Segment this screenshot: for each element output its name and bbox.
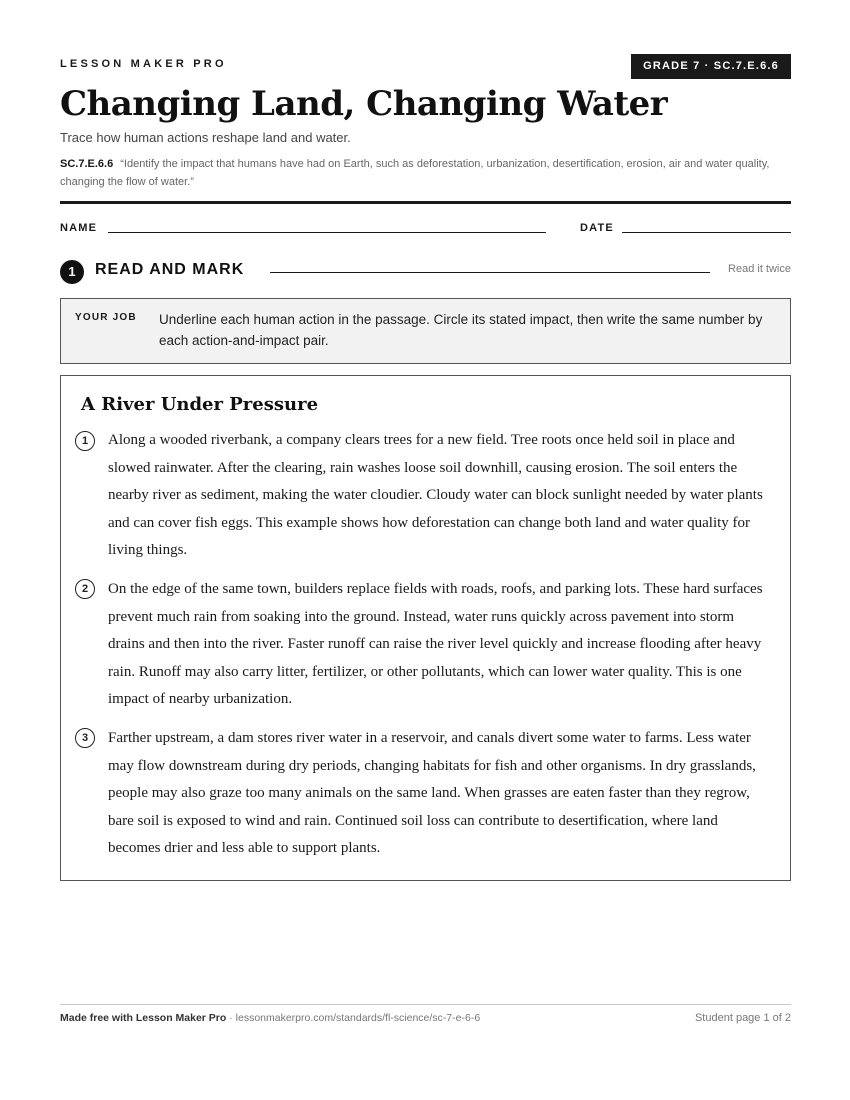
section-note: Read it twice: [728, 263, 791, 275]
name-label: NAME: [60, 222, 98, 234]
brand-name: LESSON MAKER PRO: [60, 58, 227, 70]
date-field[interactable]: [622, 232, 791, 233]
standard-text: “Identify the impact that humans have had on Earth, such as deforestation, urbanization, desertification, erosion, air and water quality, changing the flow of water.”: [60, 158, 770, 188]
paragraph-2: On the edge of the same town, builders replace fields with roads, roofs, and parking lots. These hard surfaces prevent much rain from soaking into the ground. Instead, water runs quickly across pavement into storm drains and then into the river. Faster runoff can raise the river level quickly and increase flooding after heavy rain. Runoff may also carry litter, fertilizer, or other pollutants, which can lower water quality. This is one impact of nearby urbanization.: [108, 581, 763, 708]
header-divider: [60, 201, 791, 204]
paragraph-1: Along a wooded riverbank, a company clears trees for a new field. Tree roots once held soil in place and slowed rainwater. After the clearing, rain washes loose soil downhill, causing erosion. The soil enters the nearby river as sediment, making the water cloudier. Cloudy water can block sunlight needed by water plants and can cover fish eggs. This example shows how deforestation can change both land and water quality for living things.: [108, 432, 763, 559]
paragraph-3: Farther upstream, a dam stores river water in a reservoir, and canals divert some water to farms. Less water may flow downstream during dry periods, changing habitats for fish and other organisms. In dry grasslands, people may also graze too many animals on the same land. When grasses are eaten faster than they regrow, bare soil is exposed to wind and rain. Continued soil loss can contribute to desertification, where land becomes drier and less able to support plants.: [108, 730, 756, 857]
standard-description: [60, 155, 780, 191]
name-field[interactable]: [108, 232, 546, 233]
footer-made-with: Made free with Lesson Maker Pro: [60, 1012, 227, 1024]
section-divider: [270, 272, 710, 273]
page-title: Changing Land, Changing Water: [60, 84, 668, 124]
page-subtitle: Trace how human actions reshape land and water.: [60, 130, 351, 145]
paragraph-number-1: 1: [75, 431, 95, 451]
date-label: DATE: [580, 222, 614, 234]
passage-box: [60, 375, 791, 881]
section-title: READ AND MARK: [95, 261, 245, 278]
footer-url[interactable]: · lessonmakerpro.com/standards/fl-science/sc-7-e-6-6: [226, 1012, 481, 1024]
paragraph-number-3: 3: [75, 728, 95, 748]
passage-title: A River Under Pressure: [81, 394, 319, 415]
footer-credit: [60, 1012, 480, 1024]
standard-code: SC.7.E.6.6: [60, 158, 114, 170]
page-number: Student page 1 of 2: [694, 1012, 791, 1024]
instructions-text: Underline each human action in the passage. Circle its stated impact, then write the same number by each action-and-impact pair.: [159, 312, 763, 348]
paragraph-number-2: 2: [75, 579, 95, 599]
section-number-badge: 1: [60, 260, 84, 284]
worksheet-page: [60, 0, 791, 1100]
instructions-label: YOUR JOB: [75, 312, 137, 323]
footer-divider: [60, 1004, 791, 1005]
grade-badge: GRADE 7 · SC.7.E.6.6: [631, 54, 791, 79]
instructions-box: [60, 298, 791, 364]
